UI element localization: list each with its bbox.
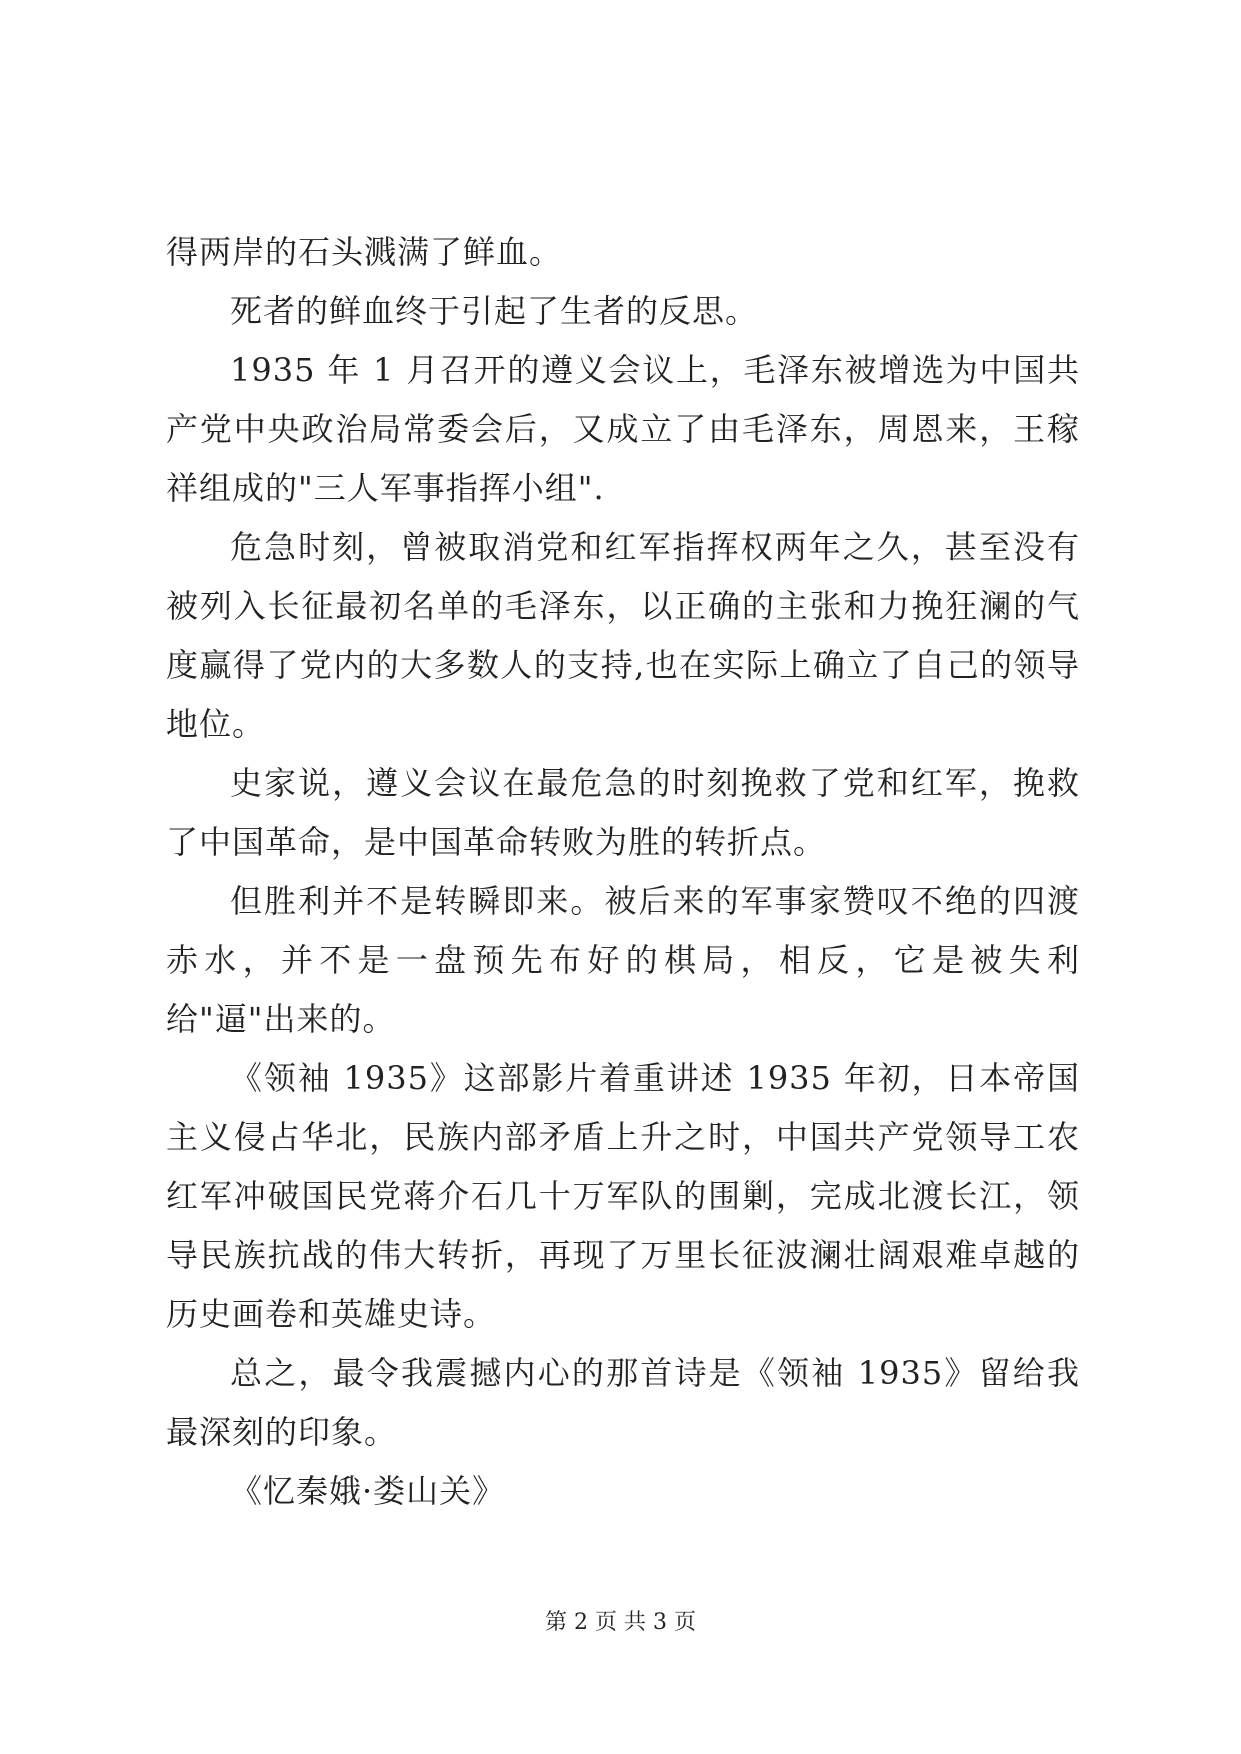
paragraph: 死者的鲜血终于引起了生者的反思。 <box>230 292 759 330</box>
page-number-footer: 第 2 页 共 3 页 <box>545 1610 696 1635</box>
paragraph: 但胜利并不是转瞬即来。被后来的军事家赞叹不绝的四渡赤水，并不是一盘预先布好的棋局，相反，它是被失利给"逼"出来的。 <box>166 882 1080 1038</box>
paragraph: 史家说，遵义会议在最危急的时刻挽救了党和红军，挽救了中国革命，是中国革命转败为胜的转折点。 <box>166 764 1080 861</box>
paragraph: 危急时刻，曾被取消党和红军指挥权两年之久，甚至没有被列入长征最初名单的毛泽东，以正确的主张和力挽狂澜的气度赢得了党内的大多数人的支持,也在实际上确立了自己的领导地位。 <box>166 528 1080 743</box>
paragraph: 总之，最令我震撼内心的那首诗是《领袖 1935》留给我最深刻的印象。 <box>166 1354 1080 1451</box>
paragraph: 《领袖 1935》这部影片着重讲述 1935 年初，日本帝国主义侵占华北，民族内部矛盾上升之时，中国共产党领导工农红军冲破国民党蒋介石几十万军队的围剿，完成北渡长江，领导民族抗战的伟大转折，再现了万里长征波澜壮阔艰难卓越的历史画卷和英雄史诗。 <box>166 1059 1080 1333</box>
poem-title: 《忆秦娥·娄山关》 <box>230 1472 506 1510</box>
paragraph-continuation: 得两岸的石头溅满了鲜血。 <box>166 233 563 271</box>
paragraph: 1935 年 1 月召开的遵义会议上，毛泽东被增选为中国共产党中央政治局常委会后，又成立了由毛泽东，周恩来，王稼祥组成的"三人军事指挥小组". <box>166 351 1080 507</box>
document-body <box>166 223 1080 1521</box>
